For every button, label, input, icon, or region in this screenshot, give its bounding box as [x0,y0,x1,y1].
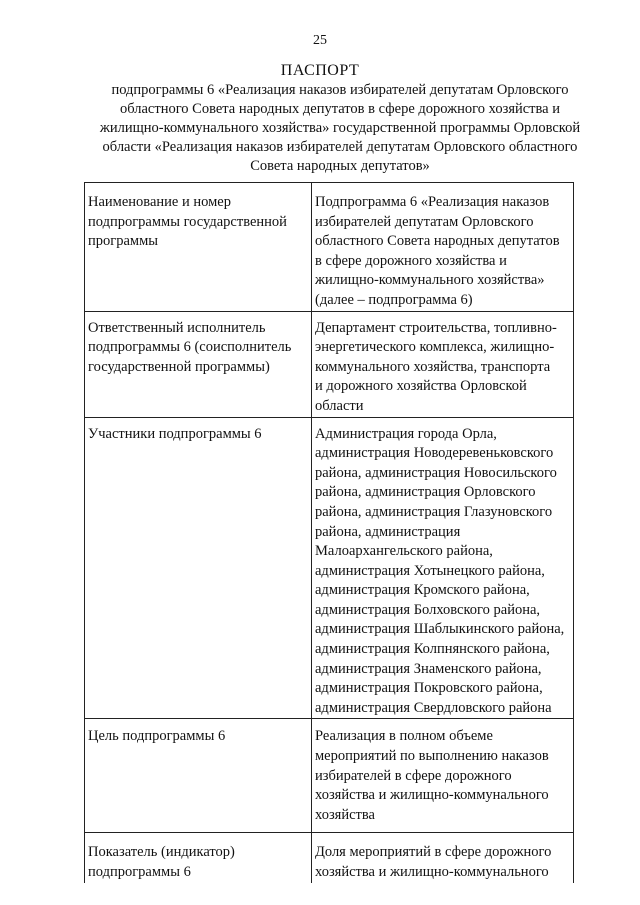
cell-line: областного Совета народных депутатов [315,233,560,250]
row-label-cell [85,417,312,719]
cell-line: Доля мероприятий в сфере дорожного [315,844,552,861]
cell-line: Участники подпрограммы 6 [88,425,262,442]
subtitle-line: Совета народных депутатов» [250,158,430,174]
cell-line: программы [88,233,158,250]
cell-line: администрация Свердловского района [315,699,552,716]
cell-line: хозяйства [315,806,375,823]
row-label-cell [85,719,312,833]
cell-line: подпрограммы государственной [88,213,287,230]
cell-line: администрация Новодеревеньковского [315,445,554,462]
cell-line: Малоархангельского района, [315,543,493,560]
cell-line: мероприятий по выполнению наказов [315,748,549,765]
cell-line: избирателей депутатам Орловского [315,213,534,230]
cell-line: администрация Болховского района, [315,601,541,618]
cell-line: избирателей в сфере дорожного [315,767,512,784]
cell-line: и дорожного хозяйства Орловской [315,378,527,395]
cell-line: энергетического комплекса, жилищно- [315,339,555,356]
row-label-cell [85,311,312,417]
cell-line: в сфере дорожного хозяйства и [315,252,507,269]
row-label-cell [85,183,312,312]
subtitle-line: жилищно-коммунального хозяйства» государственной программы Орловской [99,120,581,136]
table-row [85,311,574,417]
cell-line: хозяйства и жилищно-коммунального [315,787,549,804]
table-row [85,417,574,719]
row-value-cell [312,417,574,719]
cell-line: Цель подпрограммы 6 [88,728,226,745]
row-value-cell [312,833,574,884]
cell-line: администрация Хотынецкого района, [315,562,545,579]
subtitle-line: подпрограммы 6 «Реализация наказов избирателей депутатам Орловского [111,82,569,98]
row-label-cell [85,833,312,884]
cell-line: администрация Покровского района, [315,680,543,697]
cell-line: района, администрация Орловского [315,484,536,501]
cell-line: подпрограммы 6 [88,864,191,881]
cell-line: Ответственный исполнитель [88,319,266,336]
page-number: 25 [313,33,327,48]
cell-line: района, администрация Глазуновского [315,503,553,520]
cell-line: Реализация в полном объеме [315,728,493,745]
cell-line: подпрограммы 6 (соисполнитель [88,339,292,356]
table-row [85,719,574,833]
cell-line: коммунального хозяйства, транспорта [315,358,551,375]
cell-line: района, администрация [315,523,461,540]
cell-line: хозяйства и жилищно-коммунального [315,864,549,881]
cell-line: района, администрация Новосильского [315,464,557,481]
table-row [85,833,574,884]
cell-line: Администрация города Орла, [315,425,497,442]
document-title: ПАСПОРТ [280,62,360,79]
cell-line: администрация Знаменского района, [315,660,542,677]
cell-line: Департамент строительства, топливно- [315,319,557,336]
cell-line: жилищно-коммунального хозяйства» [315,272,545,289]
cell-line: Показатель (индикатор) [88,844,235,861]
table-row [85,183,574,312]
cell-line: администрация Кромского района, [315,582,530,599]
row-value-cell [312,311,574,417]
cell-line: (далее – подпрограмма 6) [315,291,473,308]
subtitle-line: области «Реализация наказов избирателей депутатам Орловского областного [102,139,578,155]
row-value-cell [312,719,574,833]
cell-line: администрация Колпнянского района, [315,641,550,658]
cell-line: Подпрограмма 6 «Реализация наказов [315,194,550,210]
cell-line: государственной программы) [88,358,270,375]
row-value-cell [312,183,574,312]
cell-line: администрация Шаблыкинского района, [315,621,565,638]
document-subtitle [88,81,592,176]
passport-table [84,182,574,883]
cell-line: области [315,397,364,414]
cell-line: Наименование и номер [88,194,231,210]
subtitle-line: областного Совета народных депутатов в сфере дорожного хозяйства и [119,101,560,117]
